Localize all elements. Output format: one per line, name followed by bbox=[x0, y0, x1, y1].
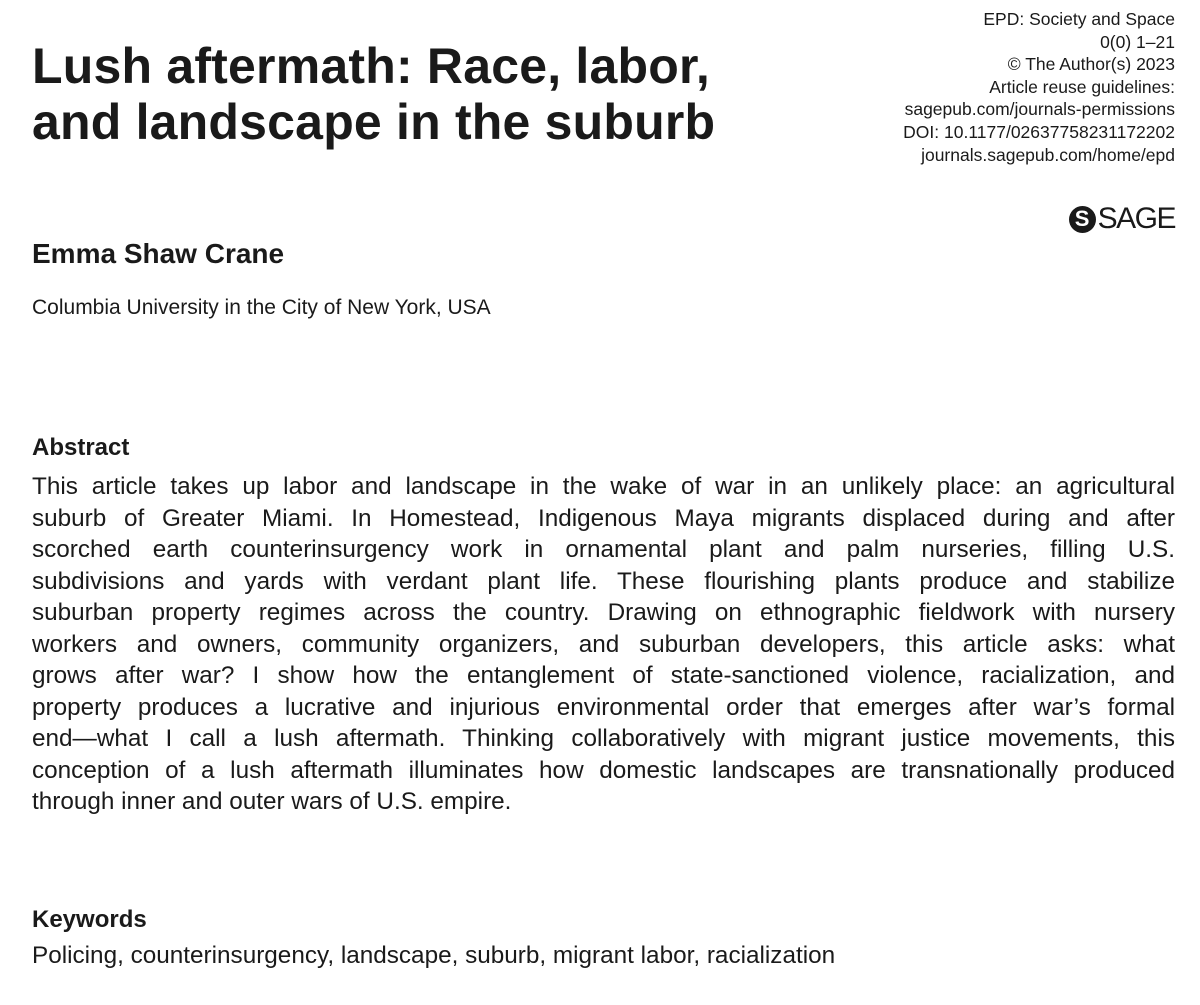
title-line: Lush aftermath: Race, labor, bbox=[32, 38, 710, 94]
abstract-heading: Abstract bbox=[32, 434, 130, 461]
article-title bbox=[32, 38, 832, 150]
abstract-line: suburb of Greater Miami. In Homestead, Indigenous Maya migrants displaced during and after bbox=[32, 504, 1175, 532]
abstract-line: scorched earth counterinsurgency work in ornamental plant and palm nurseries, filling U.S. bbox=[32, 536, 1175, 564]
sage-logo-text: SAGE bbox=[1097, 202, 1175, 235]
sage-logo bbox=[1069, 202, 1175, 236]
journal-homepage-link[interactable]: journals.sagepub.com/home/epd bbox=[921, 144, 1175, 165]
abstract-line: suburban property regimes across the country. Drawing on ethnographic fieldwork with nursery bbox=[32, 599, 1175, 627]
doi[interactable]: DOI: 10.1177/02637758231172202 bbox=[903, 121, 1175, 142]
abstract-line: through inner and outer wars of U.S. empire. bbox=[32, 788, 512, 816]
journal-name: EPD: Society and Space bbox=[983, 9, 1175, 29]
abstract-line: This article takes up labor and landscape in the wake of war in an unlikely place: an agricultural bbox=[32, 473, 1175, 500]
abstract-line: subdivisions and yards with verdant plant life. These flourishing plants produce and stabilize bbox=[32, 567, 1175, 595]
abstract-line: grows after war? I show how the entanglement of state-sanctioned violence, racialization, and bbox=[32, 662, 1175, 690]
abstract-line: conception of a lush aftermath illuminates how domestic landscapes are transnationally produced bbox=[32, 756, 1175, 784]
author-affiliation: Columbia University in the City of New York, USA bbox=[32, 296, 491, 319]
sage-s-icon: S bbox=[1069, 206, 1096, 233]
abstract-line: workers and owners, community organizers, and suburban developers, this article asks: what bbox=[32, 630, 1175, 658]
reuse-label: Article reuse guidelines: bbox=[989, 76, 1175, 97]
keywords-list: Policing, counterinsurgency, landscape, suburb, migrant labor, racialization bbox=[32, 942, 836, 969]
journal-meta bbox=[903, 8, 1175, 166]
keywords-heading: Keywords bbox=[32, 906, 147, 933]
permissions-link[interactable]: sagepub.com/journals-permissions bbox=[904, 99, 1175, 120]
abstract-line: end—what I call a lush aftermath. Thinking collaboratively with migrant justice movements, this bbox=[32, 725, 1175, 753]
title-line: and landscape in the suburb bbox=[32, 94, 716, 150]
abstract-line: property produces a lucrative and injurious environmental order that emerges after war’s formal bbox=[32, 693, 1175, 721]
copyright: © The Author(s) 2023 bbox=[1007, 54, 1175, 75]
abstract-body bbox=[32, 471, 1175, 818]
author-name: Emma Shaw Crane bbox=[32, 238, 285, 269]
volume-pages: 0(0) 1–21 bbox=[1100, 31, 1175, 52]
